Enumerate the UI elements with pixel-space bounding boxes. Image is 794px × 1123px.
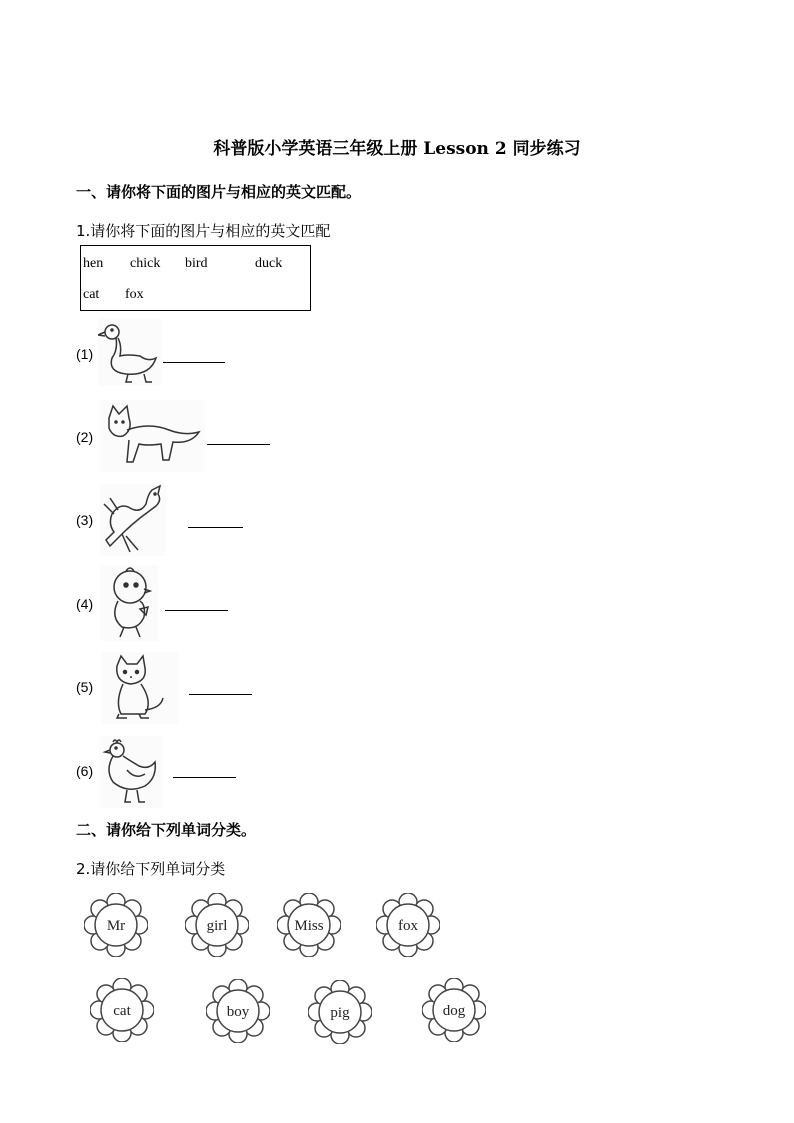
flower-word (376, 893, 440, 961)
word-bank-item: hen (83, 256, 104, 271)
question-1: 1.请你将下面的图片与相应的英文匹配 (76, 222, 331, 240)
bird-picture (100, 484, 166, 556)
chick-picture (100, 565, 158, 641)
word-bank-item: chick (130, 256, 161, 271)
flower-word (277, 893, 341, 961)
flower-icon (422, 978, 486, 1042)
item-number: (3) (76, 512, 94, 528)
flower-icon (277, 893, 341, 957)
fox-picture (99, 400, 205, 472)
flower-word-text: fox (398, 918, 418, 934)
flower-icon (206, 979, 270, 1043)
answer-blank-1[interactable] (163, 362, 225, 363)
answer-blank-3[interactable] (188, 527, 243, 528)
section-1-heading: 一、请你将下面的图片与相应的英文匹配。 (76, 183, 362, 201)
flower-icon (90, 978, 154, 1042)
flower-word (308, 980, 372, 1048)
answer-blank-4[interactable] (165, 610, 228, 611)
word-bank-item: cat (83, 287, 100, 302)
flower-word (90, 978, 154, 1046)
flower-word-text: boy (226, 1004, 250, 1020)
item-number: (2) (76, 429, 94, 445)
flower-word (422, 978, 486, 1046)
item-number: (5) (76, 679, 94, 695)
word-bank-item: bird (185, 256, 208, 271)
item-number: (6) (76, 763, 94, 779)
flower-word-text: cat (113, 1003, 131, 1019)
duck-picture (98, 318, 162, 386)
flower-word-text: Miss (294, 918, 324, 934)
flower-icon (84, 893, 148, 957)
item-number: (1) (76, 346, 94, 362)
flower-word-text: girl (206, 918, 228, 934)
flower-word (84, 893, 148, 961)
hen-picture (99, 736, 163, 808)
answer-blank-6[interactable] (173, 777, 236, 778)
item-number: (4) (76, 596, 94, 612)
flower-icon (185, 893, 249, 957)
flower-word-text: pig (330, 1005, 350, 1021)
flower-icon (308, 980, 372, 1044)
flower-word-text: Mr (106, 918, 126, 934)
cat-picture (101, 652, 179, 724)
flower-word (185, 893, 249, 961)
answer-blank-5[interactable] (189, 694, 252, 695)
page-title: 科普版小学英语三年级上册 Lesson 2 同步练习 (213, 139, 581, 159)
question-2: 2.请你给下列单词分类 (76, 860, 226, 878)
section-2-heading: 二、请你给下列单词分类。 (76, 821, 257, 839)
word-bank (80, 245, 311, 311)
flower-word-text: dog (442, 1003, 466, 1019)
answer-blank-2[interactable] (207, 444, 270, 445)
word-bank-item: duck (255, 256, 283, 271)
word-bank-item: fox (125, 287, 144, 302)
flower-icon (376, 893, 440, 957)
flower-word (206, 979, 270, 1047)
